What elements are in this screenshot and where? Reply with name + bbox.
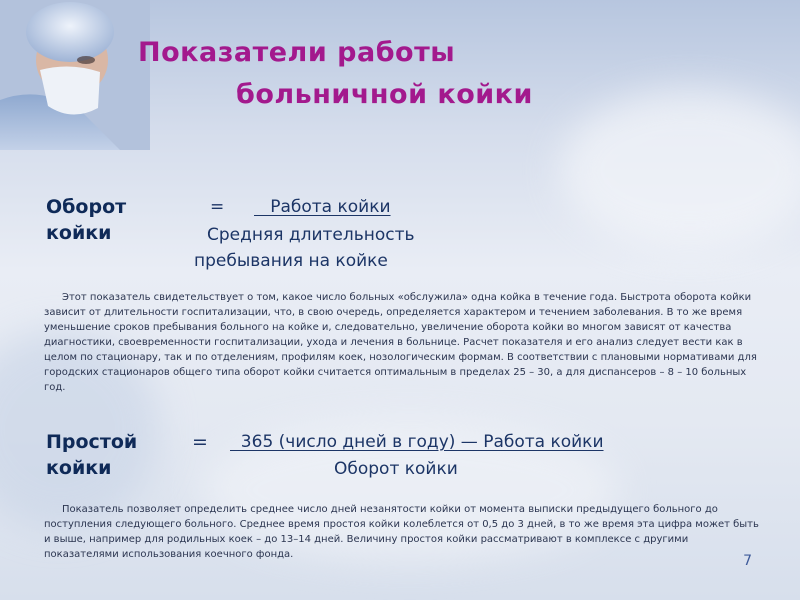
formula1-label-line1: Оборот [46, 196, 127, 218]
formula1-denominator-line2: пребывания на койке [194, 251, 388, 271]
background-glow [560, 90, 800, 250]
formula2-denominator: Оборот койки [334, 459, 458, 479]
formula1-label-line2: койки [46, 222, 112, 244]
page-number: 7 [743, 553, 752, 569]
formula2-equals: = [192, 431, 208, 453]
title-line-1: Показатели работы [138, 37, 456, 68]
formula2-numerator: 365 (число дней в году) — Работа койки [230, 432, 604, 452]
title-line-2: больничной койки [236, 79, 533, 110]
formula1-denominator-line1: Средняя длительность [207, 225, 415, 245]
formula2-label-line1: Простой [46, 431, 138, 453]
formula2-label-line2: койки [46, 457, 112, 479]
paragraph-bed-idle-time: Показатель позволяет определить среднее число дней незанятости койки от момента выписки предыдущего больного до поступления следующего больного. Среднее время простоя койки колеблется от 0,5 до 3 дней, в то же время эта цифра может быть и выше, например для родильных коек – до 13–14 дней. Величину простоя койки рассматривают в комплексе с другими показателями использования коечного фонда. [44, 504, 759, 560]
formula1-equals: = [210, 197, 225, 217]
formula1-label [46, 194, 126, 246]
formula1-numerator: Работа койки [254, 197, 391, 217]
formula2-label [46, 429, 137, 481]
paragraph-bed-turnover: Этот показатель свидетельствует о том, какое число больных «обслужила» одна койка в течение года. Быстрота оборота койки зависит от длительности госпитализации, что, в свою очередь, определяется характером и течением заболевания. В то же время уменьшение сроков пребывания больного на койке и, следовательно, увеличение оборота койки во многом зависят от качества диагностики, своевременности госпитализации, ухода и лечения в больнице. Расчет показателя и его анализ следует вести как в целом по стационару, так и по отделениям, профилям коек, нозологическим формам. В соответствии с плановыми нормативами для городских стационаров общего типа оборот койки считается оптимальным в пределах 25 – 30, а для диспансеров – 8 – 10 больных год. [44, 292, 757, 393]
page-title [138, 32, 533, 116]
surgeon-photo [0, 0, 150, 150]
